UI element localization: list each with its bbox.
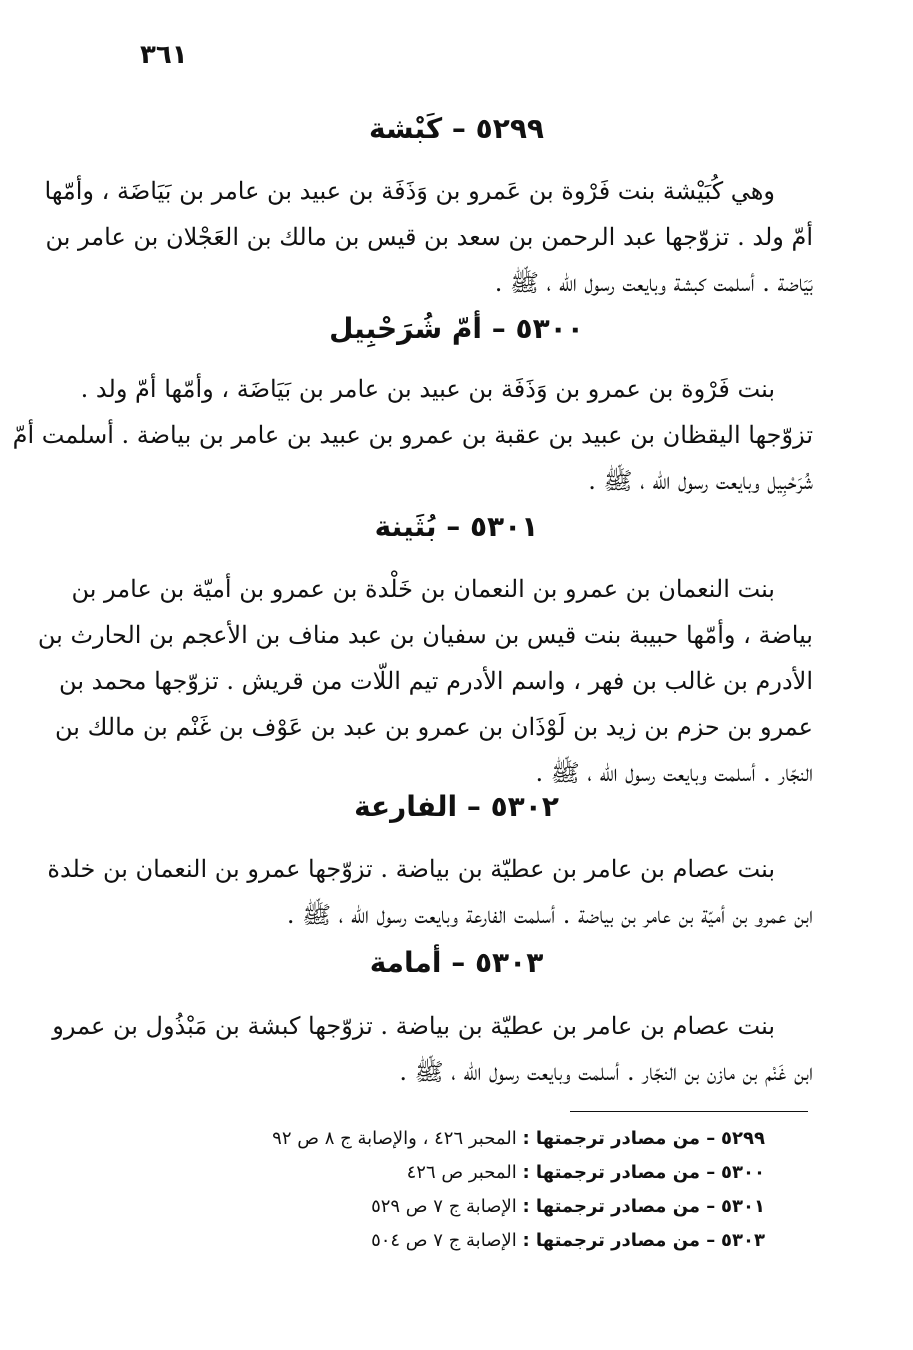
entry-line: وهي كُبَيْشة بنت فَرْوة بن عَمرو بن وَذَفَة بن عبيد بن عامر بن بَيَاضَة ، وأمّها <box>44 177 775 205</box>
entry-body <box>52 1003 813 1095</box>
footnote-text: المحبر ص ٤٢٦ <box>406 1162 517 1183</box>
entry-line: أمّ ولد . تزوّجها عبد الرحمن بن سعد بن قيس بن مالك بن العَجْلان بن عامر بن <box>45 223 813 251</box>
entry-line: تزوّجها اليقظان بن عبيد بن عقبة بن عمرو بن عبيد بن عامر بن بياضة . أسلمت أمّ <box>12 421 813 449</box>
footnote <box>165 1122 765 1156</box>
entry-line: ابن غَنْم بن مازن بن النجّار . أسلمت وبايعت رسول الله ، ﷺ . <box>399 1058 813 1086</box>
footnote-number: ٥٢٩٩ <box>721 1128 765 1149</box>
footnote-divider <box>570 1111 808 1112</box>
footnote-label: – من مصادر ترجمتها : <box>522 1230 716 1251</box>
footnotes <box>165 1122 765 1258</box>
entry-line: شُرَحْبِيل وبايعت رسول الله ، ﷺ . <box>588 467 813 495</box>
entry-line: بياضة ، وأمّها حبيبة بنت قيس بن سفيان بن عبد مناف بن الأعجم بن الحارث بن <box>37 621 813 649</box>
entry-body <box>47 846 813 938</box>
footnote-text: الإصابة ج ٧ ص ٥٢٩ <box>371 1196 517 1217</box>
footnote <box>165 1156 765 1190</box>
entry-body <box>37 566 813 796</box>
entry-line: بنت عصام بن عامر بن عطيّة بن بياضة . تزوّجها كبشة بن مَبْذُول بن عمرو <box>52 1012 775 1040</box>
entry-heading: ٥٣٠٣ – أمامة <box>369 946 544 979</box>
footnote-text: المحبر ٤٢٦ ، والإصابة ج ٨ ص ٩٢ <box>272 1128 517 1149</box>
entry-body <box>44 168 813 306</box>
entry-line: بنت فَرْوة بن عمرو بن وَذَفَة بن عبيد بن عامر بن بَيَاضَة ، وأمّها أمّ ولد . <box>80 375 775 403</box>
entry-heading: ٥٣٠٢ – الفارعة <box>354 790 559 823</box>
footnote-label: – من مصادر ترجمتها : <box>522 1128 716 1149</box>
page-number: ٣٦١ <box>140 40 188 70</box>
entry-heading: ٥٣٠٠ – أمّ شُرَحْبِيل <box>329 312 584 345</box>
entry-line: بنت النعمان بن عمرو بن النعمان بن خَلْدة بن عمرو بن أميّة بن عامر بن <box>71 575 775 603</box>
entry-heading: ٥٢٩٩ – كَبْشة <box>368 112 545 145</box>
footnote <box>165 1190 765 1224</box>
entry-line: الأدرم بن غالب بن فهر ، واسم الأدرم تيم اللّات من قريش . تزوّجها محمد بن <box>59 667 813 695</box>
footnote-number: ٥٣٠١ <box>721 1196 765 1217</box>
entry-line: ابن عمرو بن أميّة بن عامر بن بياضة . أسلمت الفارعة وبايعت رسول الله ، ﷺ . <box>286 901 813 929</box>
footnote-label: – من مصادر ترجمتها : <box>522 1196 716 1217</box>
footnote-text: الإصابة ج ٧ ص ٥٠٤ <box>371 1230 517 1251</box>
entry-line: عمرو بن حزم بن زيد بن لَوْذَان بن عمرو بن عبد بن عَوْف بن غَنْم بن مالك بن <box>54 713 813 741</box>
entry-line: بَيَاضة . أسلمت كبشة وبايعت رسول الله ، ﷺ . <box>494 269 813 297</box>
footnote-number: ٥٣٠٠ <box>721 1162 765 1183</box>
entry-heading: ٥٣٠١ – بُثَينة <box>374 510 539 543</box>
entry-line: بنت عصام بن عامر بن عطيّة بن بياضة . تزوّجها عمرو بن النعمان بن خلدة <box>47 855 775 883</box>
entry-line: النجّار . أسلمت وبايعت رسول الله ، ﷺ . <box>535 759 813 787</box>
footnote-label: – من مصادر ترجمتها : <box>522 1162 716 1183</box>
entry-body <box>12 366 813 504</box>
footnote <box>165 1224 765 1258</box>
footnote-number: ٥٣٠٣ <box>721 1230 765 1251</box>
